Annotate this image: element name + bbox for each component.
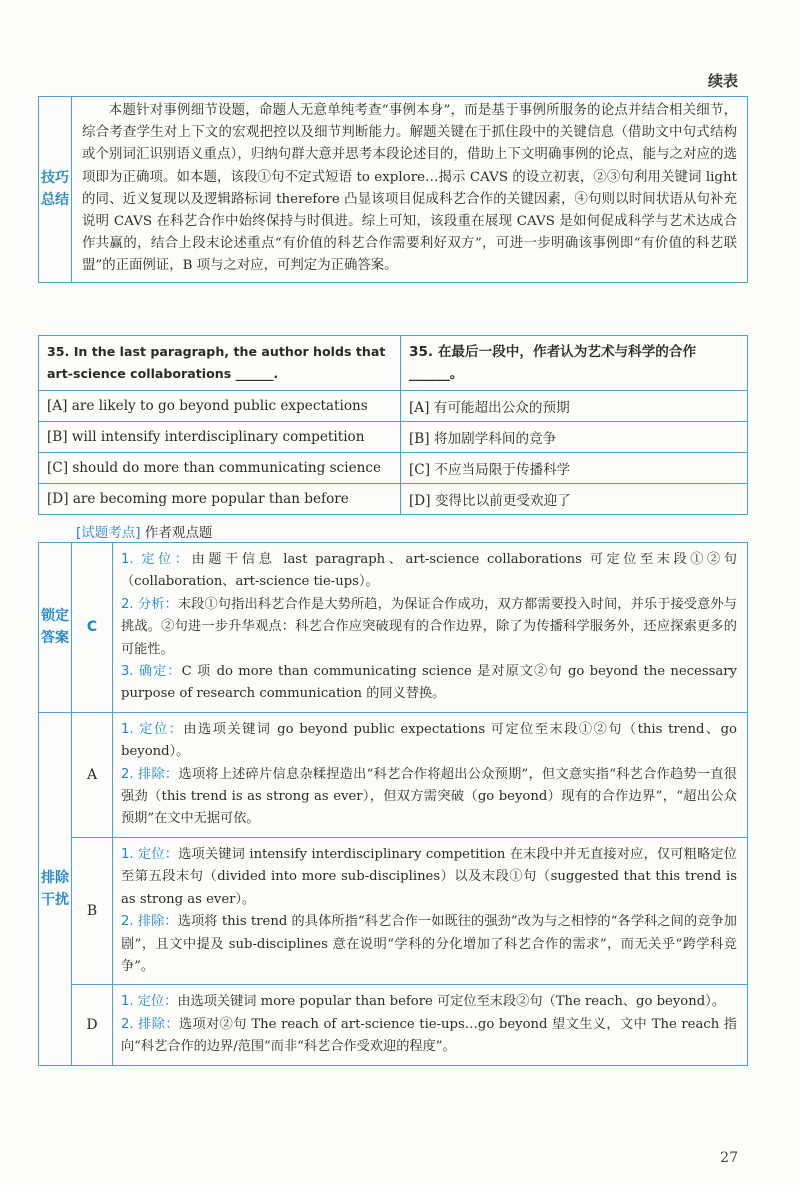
distractor-body-d [113,985,748,1065]
answer-body [113,543,748,713]
answer-letter: C [72,543,113,713]
distractor-step: 1. 定位：由选项关键词 more popular than before 可定位至末段②句（The reach、go beyond）。 [121,994,725,1010]
tips-text: 本题针对事例细节设题，命题人无意单纯考查“事例本身”，而是基于事例所服务的论点并结合相关细节，综合考查学生对上下文的宏观把控以及细节判断能力。解题关键在于抓住段中的关键信息（借助文中句式结构或个别词汇识别语义重点），归纳句群大意并思考本段论述目的，借助上下文明确事例的论点，能与之对应的选项即为正确项。如本题，该段①句不定式短语 to explore…揭示 CAVS 的设立初衷，②③句利用关键词 light 的同、近义复现以及逻辑路标词 therefore 凸显该项目促成科艺合作的关键因素，④句则以时间状语从句补充说明 CAVS 在科艺合作中始终保持与时俱进。综上可知，该段重在展现 CAVS 是如何促成科学与艺术达成合作共赢的，结合上段末论述重点“有价值的科艺合作需要利好双方”，可进一步明确该事例即“有价值的科艺联盟”的正面例证，B 项与之对应，可判定为正确答案。 [72,97,748,283]
answer-label: 锁定答案 [39,543,72,713]
analysis-table [38,542,748,1066]
page-number: 27 [720,1150,738,1166]
continued-label: 续表 [707,72,738,90]
distractor-step: 1. 定位：选项关键词 intensify interdisciplinary competition 在末段中并无直接对应，仅可粗略定位至第五段末句（divided into more sub-disciplines）以及末段①句（suggested that this trend is as strong as ever）。 [121,846,737,907]
option-a-zh: [A] 有可能超出公众的预期 [401,391,748,422]
option-a-en: [A] are likely to go beyond public expectations [39,391,401,422]
distractor-letter-d: D [72,985,113,1065]
distractor-body-a [113,712,748,837]
distractor-step: 2. 排除：选项将上述碎片信息杂糅捏造出“科艺合作将超出公众预期”，但文意实指“科艺合作趋势一直很强劲（this trend is as strong as ever），但双方需突破（go beyond）现有的合作边界”，“超出公众预期”在文中无据可依。 [121,766,737,827]
distractor-step: 2. 排除：选项将 this trend 的具体所指“科艺合作一如既往的强劲”改为与之相悖的“各学科之间的竞争加剧”，且文中提及 sub-disciplines 意在说明“学科的分化增加了科艺合作的需求”，而无关乎“跨学科竞争”。 [121,914,737,974]
option-c-en: [C] should do more than communicating science [39,453,401,484]
distractor-body-b [113,837,748,984]
question-table [38,335,748,515]
question-stem-en: 35. In the last paragraph, the author holds that art-science collaborations ______. [39,336,401,391]
answer-step: 3. 确定：C 项 do more than communicating science 是对原文②句 go beyond the necessary purpose of research communication 的同义替换。 [121,664,737,702]
distractor-letter-a: A [72,712,113,837]
distractor-step: 1. 定位：由选项关键词 go beyond public expectations 可定位至末段①②句（this trend、go beyond）。 [121,721,737,760]
exam-point-text: 作者观点题 [144,525,213,541]
distractor-step: 2. 排除：选项对②句 The reach of art-science tie-ups…go beyond 望文生义，文中 The reach 指向“科艺合作的边界/范围”而非“科艺合作受欢迎的程度”。 [121,1016,737,1055]
question-stem-zh: 35. 在最后一段中，作者认为艺术与科学的合作______。 [401,336,748,391]
exam-point [76,521,212,541]
distractor-label: 排除干扰 [39,712,72,1065]
answer-step: 2. 分析：末段①句指出科艺合作是大势所趋，为保证合作成功，双方都需要投入时间，并乐于接受意外与挑战。②句进一步升华观点：科艺合作应突破现有的合作边界，除了为传播科学服务外，还应探索更多的可能性。 [121,596,737,657]
option-d-zh: [D] 变得比以前更受欢迎了 [401,484,748,515]
exam-point-tag: [试题考点] [76,525,141,541]
option-b-zh: [B] 将加剧学科间的竞争 [401,422,748,453]
distractor-letter-b: B [72,837,113,984]
option-b-en: [B] will intensify interdisciplinary competition [39,422,401,453]
option-c-zh: [C] 不应当局限于传播科学 [401,453,748,484]
tips-label: 技巧总结 [39,97,72,283]
answer-step: 1. 定位：由题干信息 last paragraph、art-science collaborations 可定位至末段①②句（collaboration、art-science tie-ups）。 [121,552,737,590]
option-d-en: [D] are becoming more popular than before [39,484,401,515]
tips-table [38,96,748,283]
